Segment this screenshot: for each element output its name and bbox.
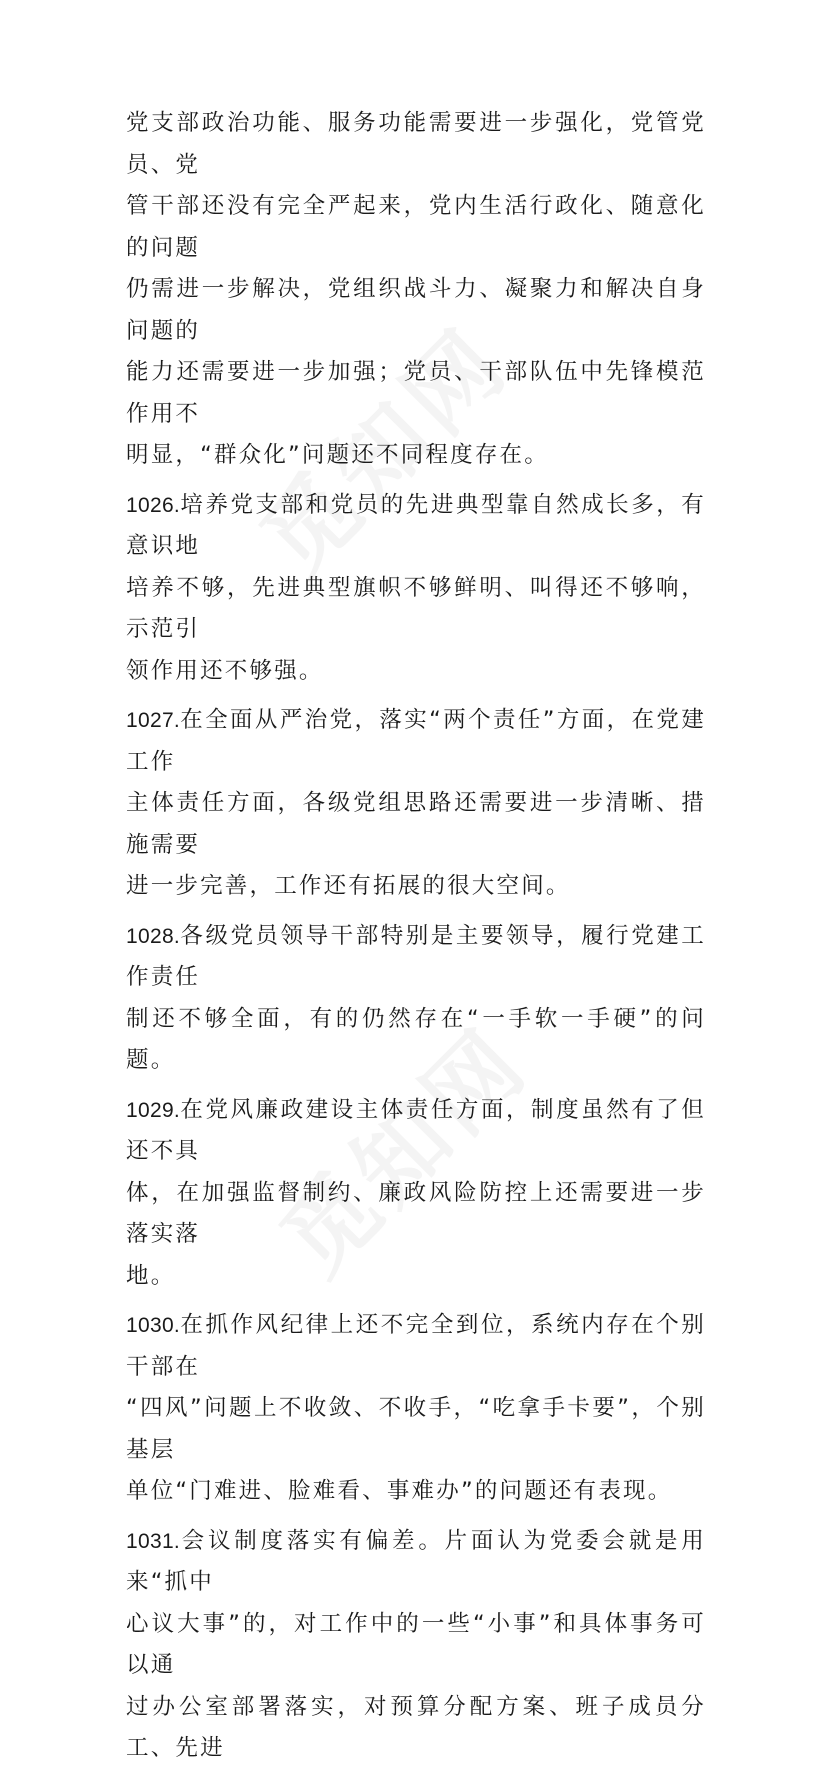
paragraph-1029 — [126, 1090, 706, 1298]
paragraph-number: 1026. — [126, 493, 181, 517]
paragraph-text: 党支部政治功能、服务功能需要进一步强化，党管党员、党 管干部还没有完全严起来，党内生活行政化、随意化的问题 仍需进一步解决，党组织战斗力、凝聚力和解决自身问题的 能力还需要进一步加强；党员、干部队伍中先锋模范作用不 明显，“群众化”问题还不同程度存在。 — [126, 110, 706, 468]
paragraph-1031 — [126, 1521, 706, 1770]
paragraph-text: 各级党员领导干部特别是主要领导，履行党建工作责任 制还不够全面，有的仍然存在“一手软一手硬”的问题。 — [126, 922, 706, 1073]
paragraph-text: 培养党支部和党员的先进典型靠自然成长多，有意识地 培养不够，先进典型旗帜不够鲜明、叫得还不够响，示范引 领作用还不够强。 — [126, 491, 706, 684]
document-body — [126, 103, 706, 1778]
paragraph-1027 — [126, 700, 706, 908]
paragraph-number: 1029. — [126, 1098, 181, 1122]
paragraph-1028 — [126, 916, 706, 1082]
paragraph-1026 — [126, 485, 706, 693]
paragraph-number: 1028. — [126, 924, 181, 948]
paragraph-text: 会议制度落实有偏差。片面认为党委会就是用来“抓中 心议大事”的，对工作中的一些“小事”和具体事务可以通 过办公室部署落实，对预算分配方案、班子成员分工、先进 — [126, 1527, 706, 1761]
paragraph-1030 — [126, 1305, 706, 1513]
paragraph-text: 在党风廉政建设主体责任方面，制度虽然有了但还不具 体，在加强监督制约、廉政风险防控上还需要进一步落实落 地。 — [126, 1096, 706, 1289]
paragraph-text: 在全面从严治党，落实“两个责任”方面，在党建工作 主体责任方面，各级党组思路还需要进一步清晰、措施需要 进一步完善，工作还有拓展的很大空间。 — [126, 707, 706, 899]
paragraph-intro — [126, 103, 706, 477]
paragraph-text: 在抓作风纪律上还不完全到位，系统内存在个别干部在 “四风”问题上不收敛、不收手，“吃拿手卡要”，个别基层 单位“门难进、脸难看、事难办”的问题还有表现。 — [126, 1312, 706, 1504]
paragraph-number: 1027. — [126, 709, 181, 732]
paragraph-number: 1031. — [126, 1529, 181, 1553]
paragraph-number: 1030. — [126, 1314, 181, 1337]
